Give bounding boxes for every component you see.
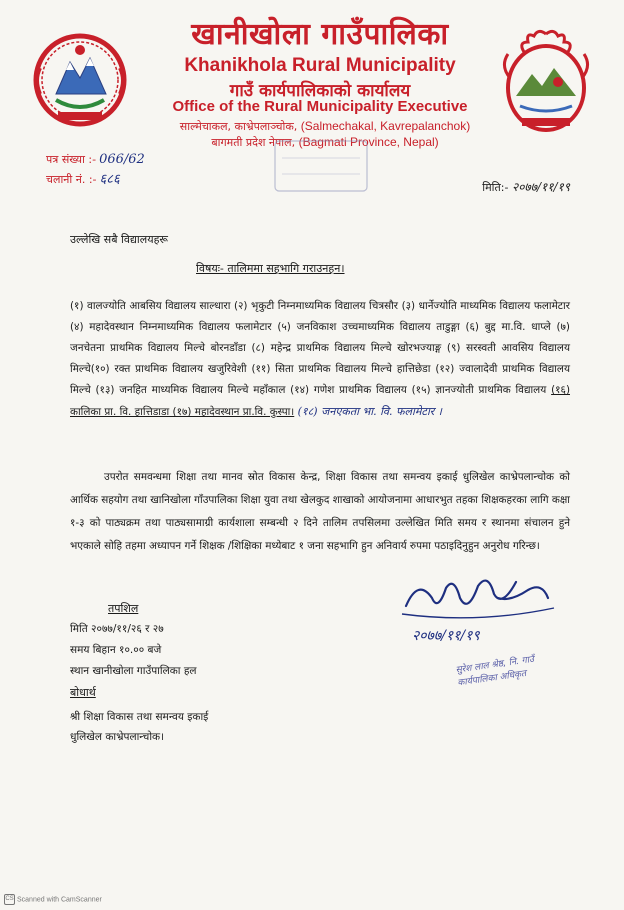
dispatch-number-label: चलानी नं. :- xyxy=(46,173,97,186)
office-name-english: Office of the Rural Municipality Executive xyxy=(172,98,468,115)
address-2-english: (Bagmati Province, Nepal) xyxy=(298,135,439,149)
letter-number-label: पत्र संख्या :- xyxy=(46,153,97,166)
schedule-date: मिति २०७७/११/२६ र २७ xyxy=(70,623,164,635)
scanner-watermark xyxy=(4,894,102,905)
cc-heading: बोधार्थ xyxy=(70,686,96,699)
address-1-english: (Salmechakal, Kavrepalanchok) xyxy=(300,119,471,133)
nepal-emblem-logo xyxy=(26,28,134,132)
letter-number xyxy=(46,152,145,167)
school-list-last: (१६) कालिका प्रा. वि. हात्तिडाडा (१७) महादेवस्थान प्रा.वि. कुस्पा। xyxy=(70,384,570,418)
scanner-watermark-text: Scanned with CamScanner xyxy=(17,896,102,904)
cc-line-1: श्री शिक्षा विकास तथा समन्वय इकाई xyxy=(70,711,209,723)
subject-line: विषयः- तालिममा सहभागि गराउनहन। xyxy=(196,262,345,275)
signature xyxy=(398,568,558,664)
recipient-line: उल्लेखि सबै विद्यालयहरू xyxy=(70,233,168,246)
schedule-time: समय बिहान १०.०० बजे xyxy=(70,644,162,656)
school-list-text: (१) वालज्योति आबसिय विद्यालय साल्धारा (२) भृकुटी निम्नमाध्यमिक विद्यालय चित्रसौर (३) धार्नेज्योति माध्यमिक विद्यालय फलामेटार (४) महादेवस्थान निम्नमाध्यमिक विद्यालय फलामेटार (५) जनविकाश उच्चमाध्यमिक विद्यालय ताडुङ्गा (६) बुद्द मा.वि. धाप्ले (७) जनचेतना प्राथमिक विद्यालय मिल्चे बोरनडाँडा (८) महेन्द्र प्राथमिक विद्यालय मिल्चे खोरभज्याङ्ग (९) सरस्वती आवसिय विद्यालय मिल्चे(१०) रक्त प्राथमिक विद्यालय खजुरिवेशी (११) सिता प्राथमिक विद्यालय मिल्चे हात्तिछेडा (१२) ज्वालादेवी प्राथमिक विद्यालय मिल्चे (१३) जनहित माध्यमिक विद्यालय मिल्चे महाँकाल (१४) गणेश प्राथमिक विद्यालय (१५) ज्ञानज्योती प्राथमिक विद्यालय xyxy=(70,300,570,396)
letter-date-label: मिति:- xyxy=(482,181,509,194)
receipt-stamp xyxy=(272,138,370,194)
letter-number-value: 066/62 xyxy=(99,152,145,167)
school-list-paragraph xyxy=(70,296,570,423)
municipality-name-nepali: खानीखोला गाउँपालिका xyxy=(191,17,449,52)
address-2-nepali: बागमती प्रदेश नेपाल, xyxy=(211,136,296,149)
letter-date xyxy=(482,178,570,195)
cc-line-2: धुलिखेल काभ्रेपलान्चोक। xyxy=(70,731,165,743)
dispatch-number xyxy=(46,169,120,187)
camscanner-icon: CS xyxy=(4,894,15,905)
address-1-nepali: साल्मेचाकल, काभ्रेपलाञ्चोक, xyxy=(179,120,298,133)
handwritten-school-addition: (१८) जनएकता भा. वि. फलामेटार । xyxy=(297,405,442,418)
officer-seal: सुरेश लाल श्रेष्ठ, नि. गाउँ कार्यपालिका अधिकृत xyxy=(455,654,535,689)
municipality-name-english: Khanikhola Rural Municipality xyxy=(184,55,456,76)
address-line-1 xyxy=(150,119,500,134)
body-paragraph: उपरोत समवन्धमा शिक्षा तथा मानव स्रोत विकास केन्द्र, शिक्षा विकास तथा समन्वय इकाई धुलिखेल काभ्रेपलान्चोक को आर्थिक सहयोग तथा खानिखोला गाँउपालिका शिक्षा युवा तथा खेलकुद शाखाको आयोजनामा आधारभुत तहका शिक्षकहरका लागि कक्षा १-३ को पाठ्यक्रम तथा पाठ्यसामाग्री कार्यशाला सम्बन्धी २ दिने तालिम तपसिलमा उल्लेखित मिति समय र स्थानमा संचालन हुने भएकाले सोहि तहमा अध्यापन गर्ने शिक्षक /शिक्षिका मध्येबाट १ जना सहभागि हुन अनिवार्य रुपमा पठाइदिनुहुन अनुरोध गरिन्छ। xyxy=(70,471,570,552)
signature-date: २०७७/११/१९ xyxy=(412,628,480,644)
office-name-nepali: गाउँ कार्यपालिकाको कार्यालय xyxy=(229,81,411,101)
dispatch-number-value: ६८६ xyxy=(99,172,120,187)
schedule-place: स्थान खानीखोला गाउँपालिका हल xyxy=(70,665,197,677)
municipality-logo xyxy=(496,26,596,138)
schedule-heading: तपशिल xyxy=(108,602,139,615)
letter-date-value: २०७७/११/१९ xyxy=(511,180,570,194)
